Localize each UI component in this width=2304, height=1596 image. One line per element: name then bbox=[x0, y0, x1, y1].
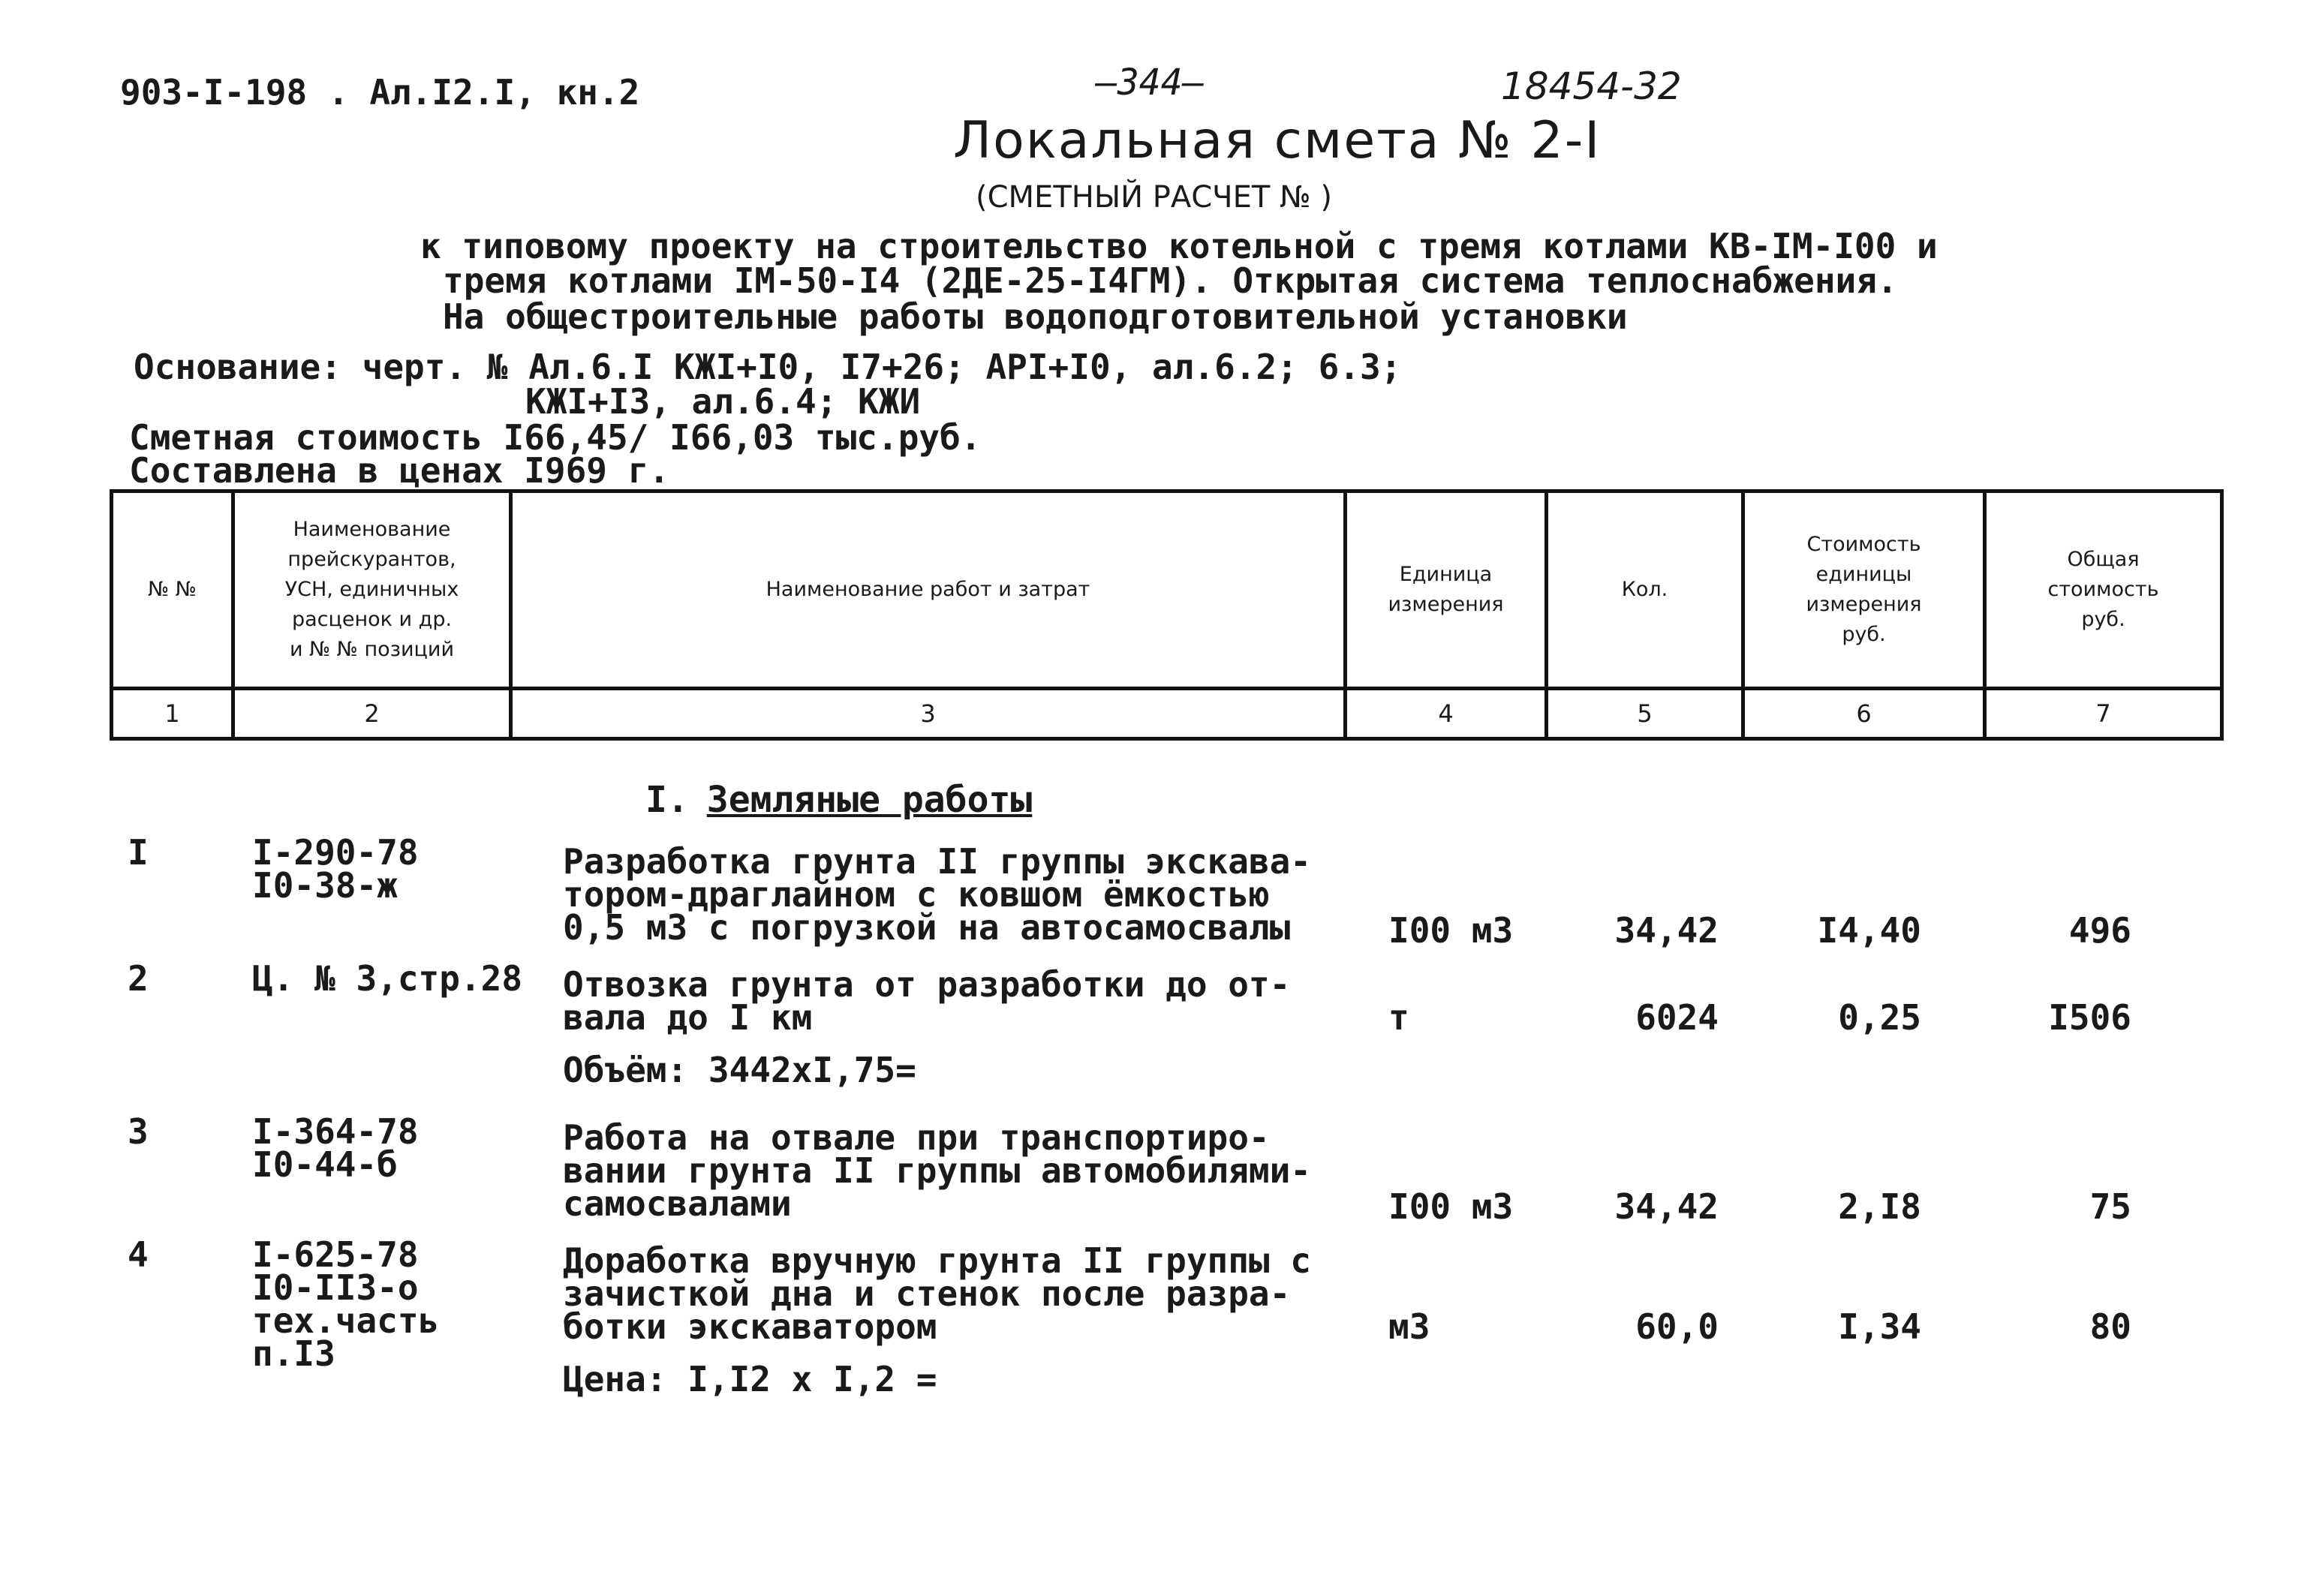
row-2-total: I506 bbox=[2048, 997, 2131, 1038]
row-2-code: Ц. № 3,стр.28 bbox=[252, 958, 523, 999]
estimate-table-header bbox=[110, 489, 2224, 741]
section-heading bbox=[645, 779, 1032, 821]
estimated-cost: Сметная стоимость I66,45/ I66,03 тыс.руб. bbox=[129, 417, 982, 458]
row-2-description: Отвозка грунта от разработки до от- вала до I км bbox=[563, 964, 1291, 1038]
row-3-total: 75 bbox=[2089, 1186, 2131, 1227]
column-header-unit: Единица измерения bbox=[1346, 491, 1547, 689]
column-header-code: Наименование прейскурантов, УСН, единичных расценок и др. и № № позиций bbox=[233, 491, 511, 689]
document-subtitle: (СМЕТНЫЙ РАСЧЕТ № ) bbox=[976, 180, 1332, 215]
row-1-description: Разработка грунта II группы экскава- тором-драглайном с ковшом ёмкостью 0,5 м3 с погрузкой на автосамосвалы bbox=[563, 841, 1311, 948]
row-4-code: I-625-78 I0-II3-о тех.часть п.I3 bbox=[252, 1234, 440, 1374]
price-year: Составлена в ценах I969 г. bbox=[129, 450, 670, 491]
basis-line-2: КЖI+I3, ал.6.4; КЖИ bbox=[525, 381, 921, 422]
column-header-unit-cost: Стоимость единицы измерения руб. bbox=[1743, 491, 1985, 689]
row-1-price: I4,40 bbox=[1817, 910, 1921, 951]
row-3-code: I-364-78 I0-44-б bbox=[252, 1111, 419, 1185]
row-1-total: 496 bbox=[2068, 910, 2131, 951]
row-3-price: 2,I8 bbox=[1838, 1186, 1921, 1227]
row-3-qty: 34,42 bbox=[1614, 1186, 1719, 1227]
row-4-note: Цена: I,I2 х I,2 = bbox=[563, 1359, 937, 1399]
row-1-code: I-290-78 I0-38-ж bbox=[252, 832, 419, 906]
column-number: 3 bbox=[511, 689, 1346, 739]
row-4-total: 80 bbox=[2089, 1306, 2131, 1347]
document-code: 903-I-198 . Ал.I2.I, кн.2 bbox=[120, 72, 640, 113]
row-2-qty: 6024 bbox=[1635, 997, 1719, 1038]
column-number-row bbox=[112, 689, 2222, 739]
column-number: 7 bbox=[1985, 689, 2222, 739]
row-4-price: I,34 bbox=[1838, 1306, 1921, 1347]
page-number: —344— bbox=[1096, 62, 1205, 104]
column-header-qty: Кол. bbox=[1547, 491, 1743, 689]
section-number: I. bbox=[645, 779, 689, 821]
row-4-number: 4 bbox=[128, 1234, 149, 1275]
row-4-description: Доработка вручную грунта II группы с зачисткой дна и стенок после разра- ботки экскаватором bbox=[563, 1240, 1311, 1347]
row-2-number: 2 bbox=[128, 958, 149, 999]
section-title: Земляные работы bbox=[706, 779, 1033, 821]
column-number: 4 bbox=[1346, 689, 1547, 739]
row-1-unit: I00 м3 bbox=[1388, 910, 1514, 951]
handwritten-number: 18454-32 bbox=[1501, 65, 1682, 108]
column-header-work: Наименование работ и затрат bbox=[511, 491, 1346, 689]
column-number: 2 bbox=[233, 689, 511, 739]
column-number: 6 bbox=[1743, 689, 1985, 739]
document-title: Локальная смета № 2-I bbox=[953, 111, 1602, 170]
row-4-qty: 60,0 bbox=[1635, 1306, 1719, 1347]
row-2-price: 0,25 bbox=[1838, 997, 1921, 1038]
row-3-number: 3 bbox=[128, 1111, 149, 1152]
column-header-number: № № bbox=[112, 491, 233, 689]
column-number: 5 bbox=[1547, 689, 1743, 739]
purpose-line-1: к типовому проекту на строительство котельной с тремя котлами КВ-IМ-I00 и bbox=[420, 226, 1938, 266]
row-2-note: Объём: 3442хI,75= bbox=[563, 1050, 916, 1090]
purpose-line-3: На общестроительные работы водоподготовительной установки bbox=[443, 296, 1628, 337]
column-header-total: Общая стоимость руб. bbox=[1985, 491, 2222, 689]
column-number: 1 bbox=[112, 689, 233, 739]
row-4-unit: м3 bbox=[1388, 1306, 1430, 1347]
row-2-unit: т bbox=[1388, 997, 1409, 1038]
row-1-number: I bbox=[128, 832, 149, 873]
basis-line-1: Основание: черт. № Ал.6.I КЖI+I0, I7+26; АРI+I0, ал.6.2; 6.3; bbox=[134, 347, 1402, 387]
row-1-qty: 34,42 bbox=[1614, 910, 1719, 951]
purpose-line-2: тремя котлами IМ-50-I4 (2ДЕ-25-I4ГМ). Открытая система теплоснабжения. bbox=[443, 260, 1898, 301]
row-3-unit: I00 м3 bbox=[1388, 1186, 1514, 1227]
row-3-description: Работа на отвале при транспортиро- вании грунта II группы автомобилями- самосвалами bbox=[563, 1117, 1311, 1224]
column-header-row bbox=[112, 491, 2222, 689]
